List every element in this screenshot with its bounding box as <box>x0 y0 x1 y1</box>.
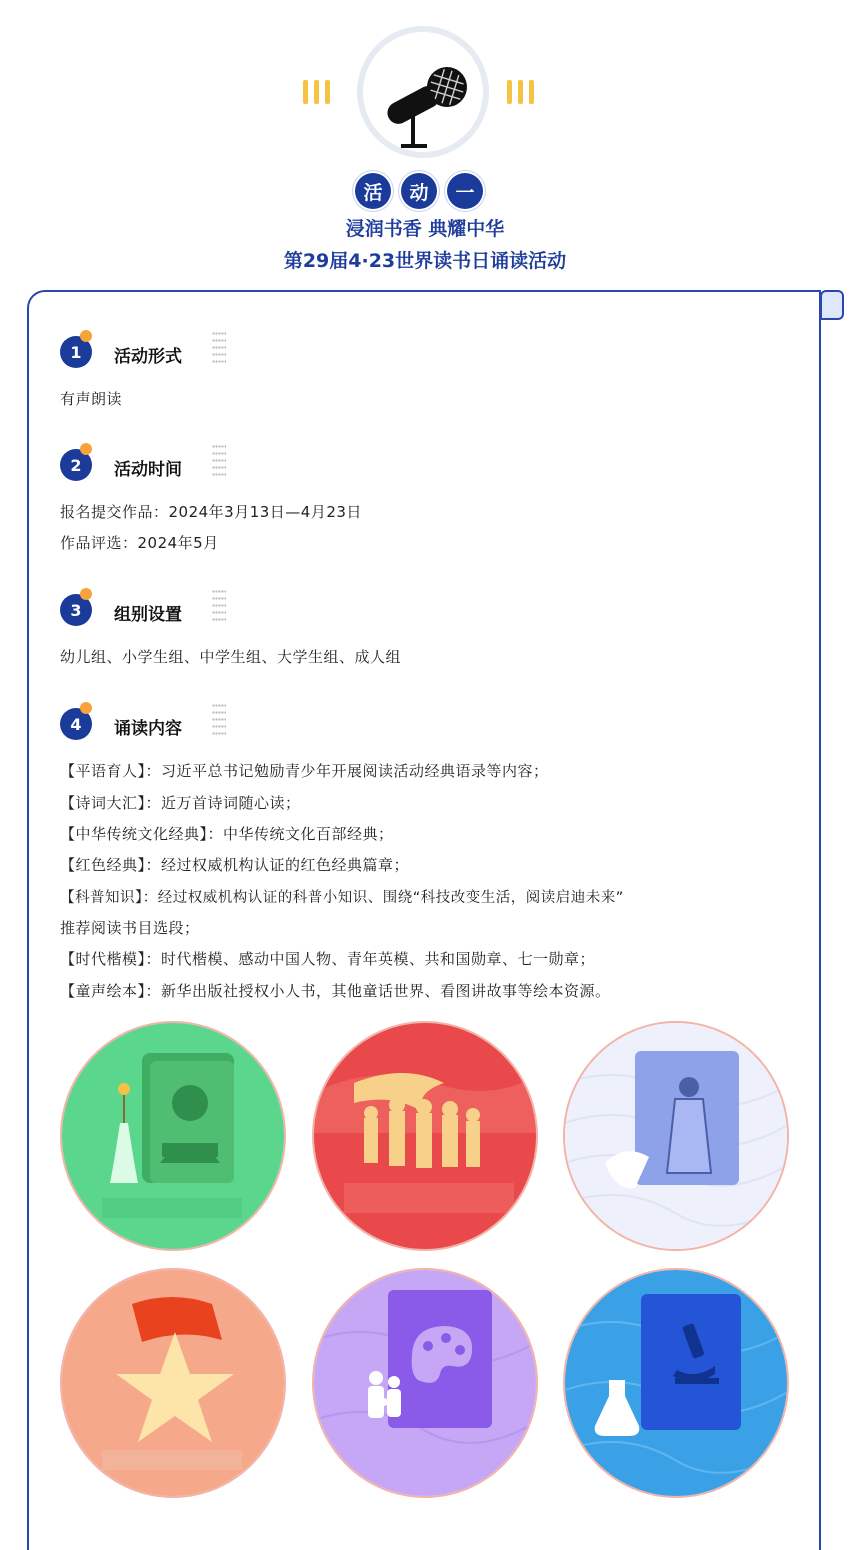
badge-char: 动 <box>401 173 437 209</box>
accent-dot <box>80 330 92 342</box>
header <box>0 0 850 280</box>
section-text: 作品评选：2024年5月 <box>60 534 219 552</box>
palette-book-family-icon[interactable] <box>312 1268 538 1498</box>
subtitle-event: 第29届4·23世界读书日诵读活动 <box>283 250 567 272</box>
section-text: 幼儿组、小学生组、中学生组、大学生组、成人组 <box>60 648 402 666</box>
section-text: 推荐阅读书目选段； <box>60 919 200 937</box>
section-title: 活动形式 <box>114 347 182 367</box>
section-title: 活动时间 <box>114 460 182 480</box>
activity-badges <box>355 173 483 209</box>
section-number: 1 <box>60 336 92 368</box>
microphone-icon <box>357 26 489 158</box>
section-text: 【童声绘本】：新华出版社授权小人书，其他童话世界、看图讲故事等绘本资源。 <box>60 982 611 1000</box>
section-text: 有声朗读 <box>60 390 123 408</box>
dotted-decoration <box>212 443 226 477</box>
dotted-decoration <box>212 588 226 622</box>
red-flag-soldiers-icon[interactable] <box>312 1021 538 1251</box>
portrait-book-vase-icon[interactable] <box>60 1021 286 1251</box>
decorative-bars-right <box>507 80 534 104</box>
card-corner-fold <box>820 290 844 320</box>
section-title: 组别设置 <box>114 605 182 625</box>
ancient-poet-book-icon[interactable] <box>563 1021 789 1251</box>
red-star-flag-icon[interactable] <box>60 1268 286 1498</box>
badge-char: 活 <box>355 173 391 209</box>
section-text: 【红色经典】：经过权威机构认证的红色经典篇章； <box>60 856 410 874</box>
dotted-decoration <box>212 702 226 736</box>
section-title: 诵读内容 <box>114 719 182 739</box>
section-text: 【中华传统文化经典】：中华传统文化百部经典； <box>60 825 394 843</box>
section-number: 4 <box>60 708 92 740</box>
section-text: 【诗词大汇】：近万首诗词随心读； <box>60 794 301 812</box>
microscope-book-flask-icon[interactable] <box>563 1268 789 1498</box>
accent-dot <box>80 588 92 600</box>
section-text: 【科普知识】：经过权威机构认证的科普小知识、围绕“科技改变生活，阅读启迪未来” <box>60 890 624 906</box>
section-text: 报名提交作品：2024年3月13日—4月23日 <box>60 503 362 521</box>
subtitle-theme: 浸润书香 典耀中华 <box>345 218 505 240</box>
section-number: 3 <box>60 594 92 626</box>
section-number: 2 <box>60 449 92 481</box>
section-text: 【时代楷模】：时代楷模、感动中国人物、青年英模、共和国勋章、七一勋章； <box>60 950 596 968</box>
badge-char: 一 <box>447 173 483 209</box>
section-text: 【平语育人】：习近平总书记勉励青少年开展阅读活动经典语录等内容； <box>60 762 549 780</box>
accent-dot <box>80 443 92 455</box>
dotted-decoration <box>212 330 226 364</box>
accent-dot <box>80 702 92 714</box>
decorative-bars-left <box>303 80 330 104</box>
